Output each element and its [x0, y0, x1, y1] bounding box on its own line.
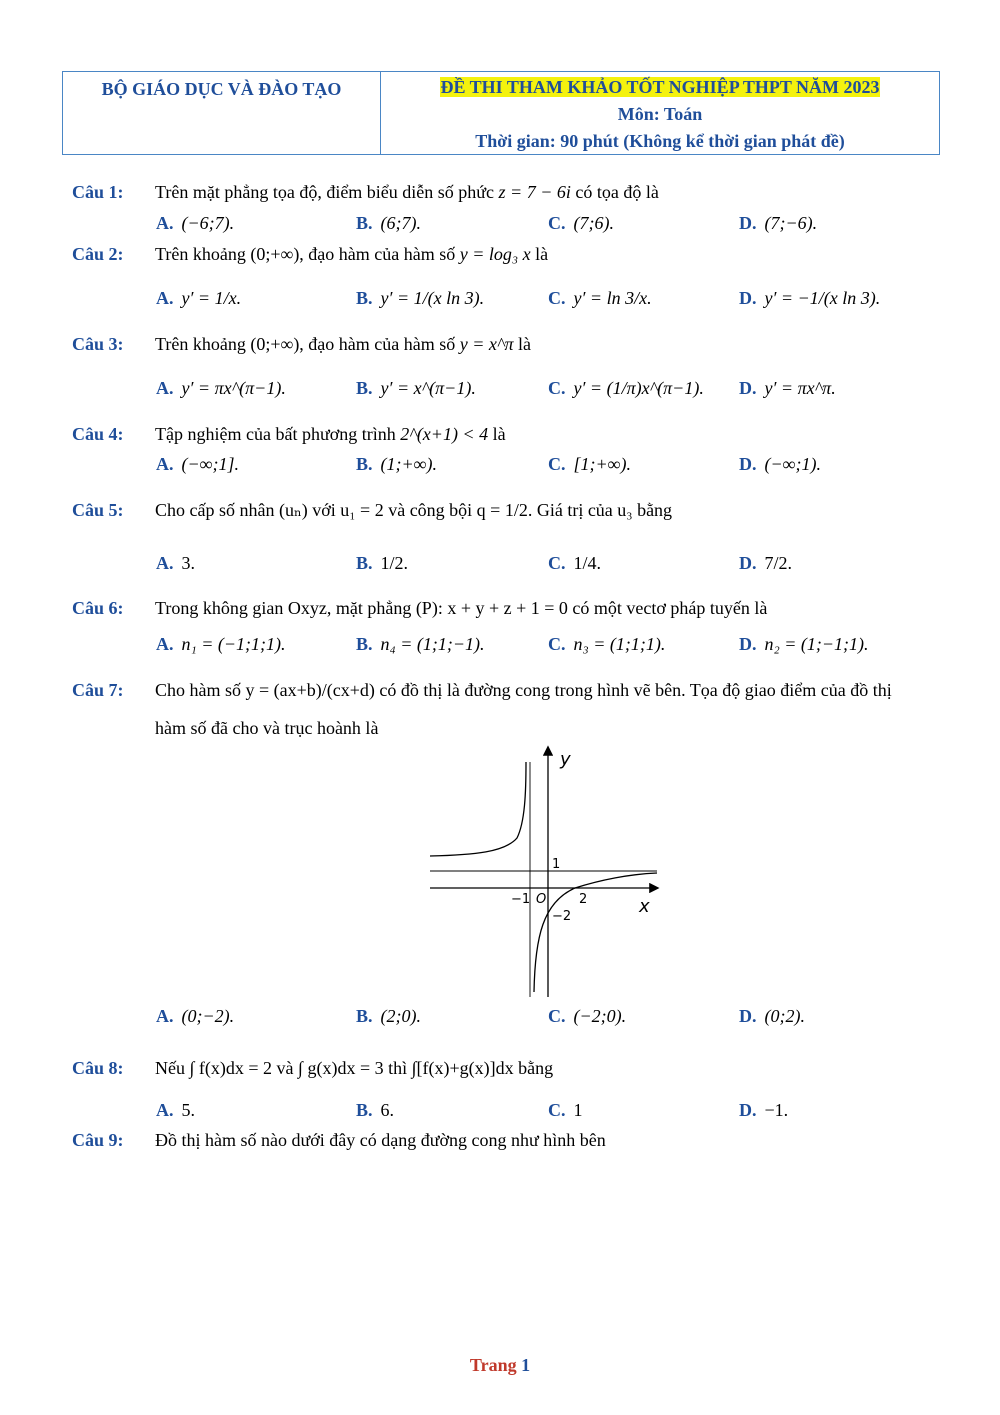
question-label: Câu 2:: [72, 244, 124, 264]
option-c[interactable]: C. [1;+∞).: [548, 453, 631, 474]
option-a[interactable]: A. n₁ = (−1;1;1).: [156, 633, 286, 654]
option-d[interactable]: D. (7;−6).: [739, 212, 818, 233]
option-a[interactable]: A. (0;−2).: [156, 1005, 235, 1026]
question-4-options: [156, 444, 916, 484]
option-b[interactable]: B. (6;7).: [356, 212, 421, 233]
question-label: Câu 9:: [72, 1130, 124, 1150]
question-label: Câu 1:: [72, 182, 124, 202]
tick-minus-one: −1: [511, 892, 531, 907]
question-6-options: [156, 624, 916, 664]
tick-two: 2: [579, 892, 588, 907]
option-a[interactable]: A. (−6;7).: [156, 212, 235, 233]
curve-left-branch: [430, 762, 526, 856]
question-8-options: [156, 1090, 916, 1130]
question-text: Trên mặt phẳng tọa độ, điểm biểu diễn số phức z = 7 − 6i có tọa độ là: [155, 182, 659, 202]
option-b[interactable]: B. (1;+∞).: [356, 453, 437, 474]
question-5-options: [156, 543, 916, 583]
question-2-options: [156, 278, 916, 318]
question-label: Câu 5:: [72, 500, 124, 520]
ministry-name: BỘ GIÁO DỤC VÀ ĐÀO TẠO: [101, 79, 342, 99]
question-text: Đồ thị hàm số nào dưới đây có dạng đường cong như hình bên: [155, 1130, 606, 1150]
curve-right-branch: [534, 873, 657, 992]
option-b[interactable]: B. 6.: [356, 1099, 395, 1120]
option-d[interactable]: D. y′ = πx^π.: [739, 377, 836, 398]
option-a[interactable]: A. 5.: [156, 1099, 195, 1120]
option-b[interactable]: B. n₄ = (1;1;−1).: [356, 633, 485, 654]
footer-label: Trang: [469, 1355, 517, 1375]
origin-label: O: [536, 892, 547, 907]
question-text: Trên khoảng (0;+∞), đạo hàm của hàm số y = x^π là: [155, 334, 532, 354]
tick-minus-two: −2: [552, 909, 572, 924]
page-footer: [0, 1355, 1000, 1376]
question-text: Trên khoảng (0;+∞), đạo hàm của hàm số y = log₃ x là: [155, 244, 549, 264]
question-text: Nếu ∫ f(x)dx = 2 và ∫ g(x)dx = 3 thì ∫[f(x)+g(x)]dx bằng: [155, 1058, 554, 1078]
option-c[interactable]: C. y′ = ln 3/x.: [548, 287, 652, 308]
question-text-continued: hàm số đã cho và trục hoành là: [155, 718, 379, 738]
page-number: 1: [521, 1355, 531, 1375]
question-label: Câu 8:: [72, 1058, 124, 1078]
option-d[interactable]: D. y′ = −1/(x ln 3).: [739, 287, 881, 308]
x-axis-label: x: [639, 896, 650, 917]
question-text: Cho hàm số y = (ax+b)/(cx+d) có đồ thị là đường cong trong hình vẽ bên. Tọa độ giao điểm của đồ thị: [155, 680, 892, 700]
question-7-options: [156, 996, 916, 1036]
option-c[interactable]: C. (−2;0).: [548, 1005, 627, 1026]
option-d[interactable]: D. 7/2.: [739, 552, 793, 573]
option-c[interactable]: C. (7;6).: [548, 212, 614, 233]
y-axis-label: y: [560, 749, 571, 770]
question-3-options: [156, 368, 916, 408]
tick-one: 1: [552, 857, 561, 872]
exam-info-cell: [381, 72, 939, 154]
exam-time: Thời gian: 90 phút (Không kể thời gian phát đề): [475, 131, 845, 151]
question-label: Câu 4:: [72, 424, 124, 444]
question-text: Trong không gian Oxyz, mặt phẳng (P): x + y + z + 1 = 0 có một vectơ pháp tuyến là: [155, 598, 768, 618]
exam-title: ĐỀ THI THAM KHẢO TỐT NGHIỆP THPT NĂM 2023: [440, 77, 880, 97]
option-b[interactable]: B. y′ = 1/(x ln 3).: [356, 287, 485, 308]
option-c[interactable]: C. 1/4.: [548, 552, 602, 573]
option-c[interactable]: C. n₃ = (1;1;1).: [548, 633, 666, 654]
question-text: Tập nghiệm của bất phương trình 2^(x+1) < 4 là: [155, 424, 506, 444]
option-a[interactable]: A. 3.: [156, 552, 195, 573]
option-b[interactable]: B. (2;0).: [356, 1005, 421, 1026]
option-a[interactable]: A. y′ = 1/x.: [156, 287, 242, 308]
ministry-cell: [63, 72, 381, 154]
option-a[interactable]: A. (−∞;1].: [156, 453, 239, 474]
question-1-options: [156, 203, 916, 243]
option-a[interactable]: A. y′ = πx^(π−1).: [156, 377, 286, 398]
option-b[interactable]: B. 1/2.: [356, 552, 409, 573]
option-d[interactable]: D. −1.: [739, 1099, 789, 1120]
option-d[interactable]: D. (0;2).: [739, 1005, 805, 1026]
question-label: Câu 7:: [72, 680, 124, 700]
question-label: Câu 3:: [72, 334, 124, 354]
exam-header: [62, 71, 940, 155]
option-c[interactable]: C. 1: [548, 1099, 583, 1120]
option-b[interactable]: B. y′ = x^(π−1).: [356, 377, 476, 398]
option-d[interactable]: D. (−∞;1).: [739, 453, 821, 474]
question-text: Cho cấp số nhân (uₙ) với u₁ = 2 và công bội q = 1/2. Giá trị của u₃ bằng: [155, 500, 673, 520]
question-label: Câu 6:: [72, 598, 124, 618]
exam-subject: Môn: Toán: [617, 104, 703, 124]
option-c[interactable]: C. y′ = (1/π)x^(π−1).: [548, 377, 704, 398]
hyperbola-graph: [425, 742, 665, 1004]
option-d[interactable]: D. n₂ = (1;−1;1).: [739, 633, 869, 654]
